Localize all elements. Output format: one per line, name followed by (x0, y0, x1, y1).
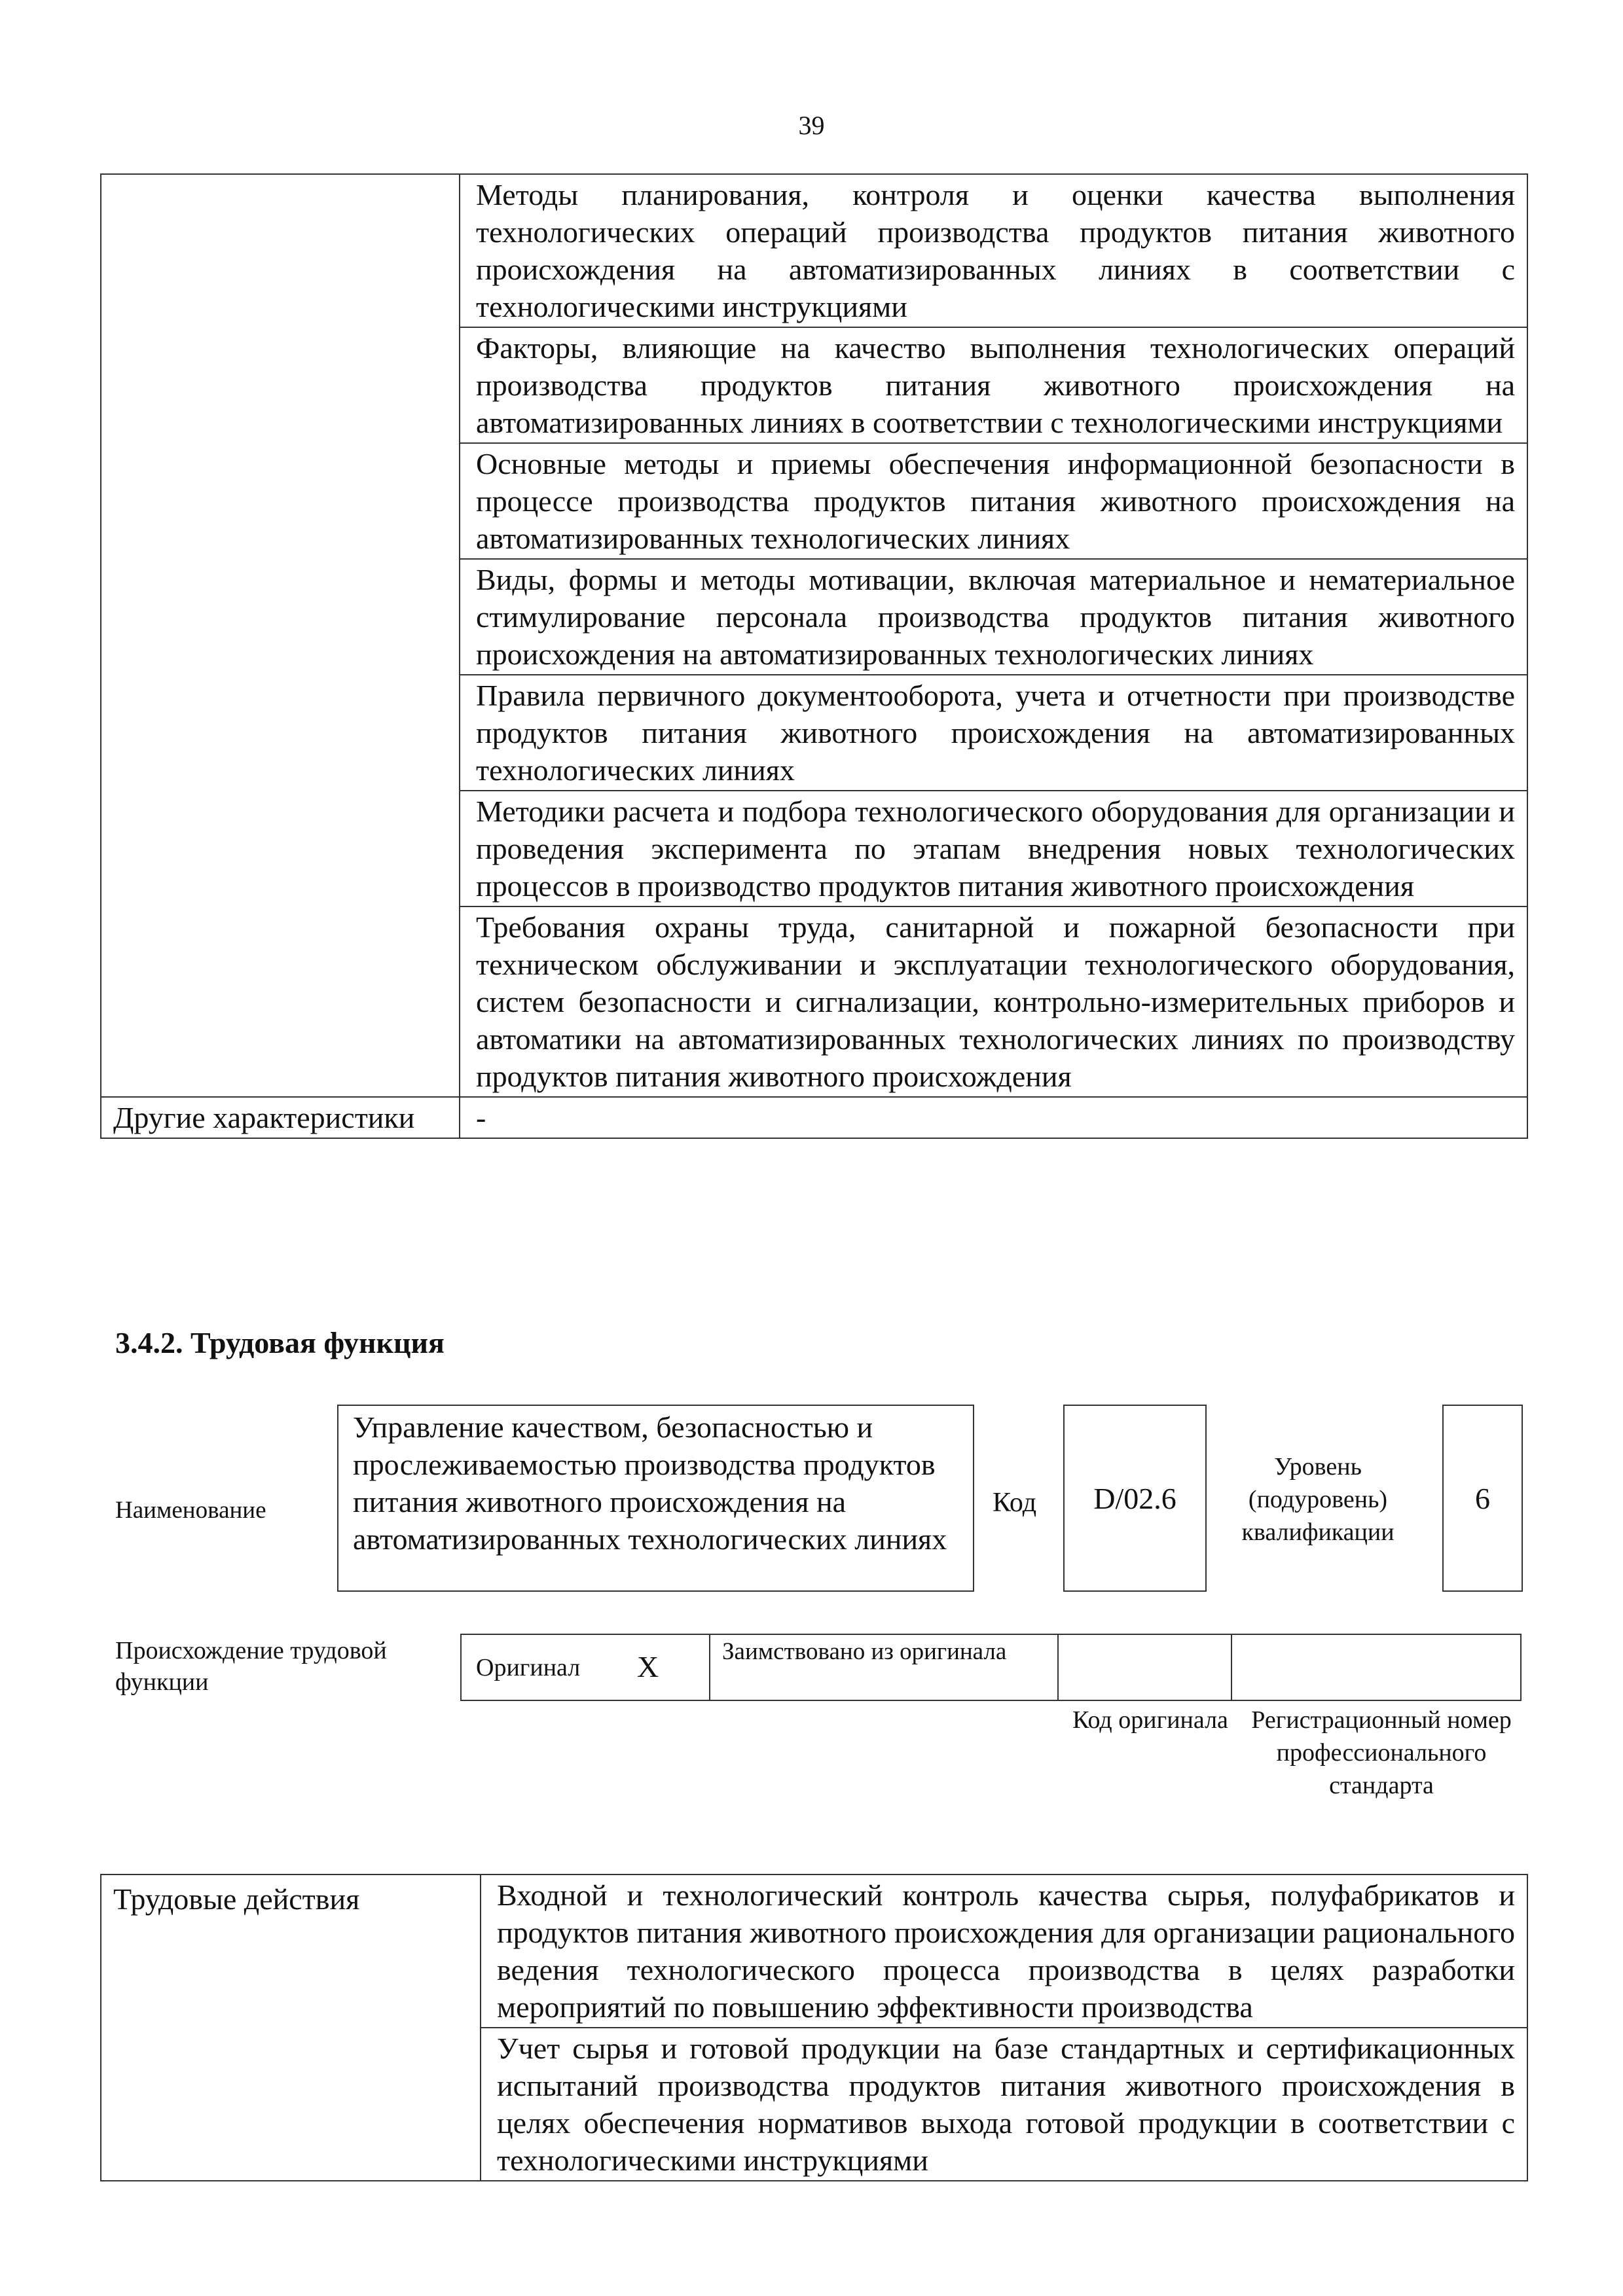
actions-label: Трудовые действия (113, 1882, 360, 1916)
function-name: Управление качеством, безопасностью и прослеживаемостью производства продуктов питания животного происхождения на автоматизированных технологических линиях (353, 1410, 947, 1556)
knowledge-table (100, 173, 1528, 1139)
knowledge-label-cell (101, 174, 460, 1097)
code-original-caption: Код оригинала (1072, 1706, 1228, 1734)
level-value-box (1442, 1405, 1523, 1592)
knowledge-item: Правила первичного документооборота, учета и отчетности при производстве продуктов питания животного происхождения на автоматизированных технологических линиях (476, 679, 1515, 787)
original-mark: X (637, 1650, 659, 1683)
actions-table (100, 1874, 1528, 2181)
level-value: 6 (1475, 1481, 1490, 1515)
level-label: Уровень (подуровень) квалификации (1241, 1453, 1395, 1546)
other-characteristics-value: - (476, 1101, 486, 1134)
origin-row-box (460, 1634, 1522, 1701)
code-label: Код (993, 1488, 1037, 1518)
code-value-box (1063, 1405, 1207, 1592)
name-label: Наименование (115, 1497, 266, 1524)
section-heading: 3.4.2. Трудовая функция (115, 1326, 445, 1359)
page-number: 39 (798, 111, 825, 140)
action-item: Учет сырья и готовой продукции на базе стандартных и сертификационных испытаний производства продуктов питания животного происхождения в целях обеспечения нормативов выхода готовой продукции в соответствии с технологическими инструкциями (497, 2032, 1515, 2177)
other-characteristics-label: Другие характеристики (113, 1101, 415, 1134)
action-item: Входной и технологический контроль качества сырья, полуфабрикатов и продуктов питания животного происхождения для организации рационального ведения технологического процесса производства в целях разработки мероприятий по повышению эффективности производства (497, 1878, 1515, 2024)
knowledge-item: Требования охраны труда, санитарной и пожарной безопасности при техническом обслуживании и эксплуатации технологического оборудования, систем безопасности и сигнализации, контрольно-измерительных приборов и автоматики на автоматизированных технологических линиях по производству продуктов питания животного происхождения (476, 910, 1515, 1093)
knowledge-item: Виды, формы и методы мотивации, включая материальное и нематериальное стимулирование персонала производства продуктов питания животного происхождения на автоматизированных технологических линиях (476, 563, 1515, 671)
knowledge-item: Факторы, влияющие на качество выполнения технологических операций производства продуктов питания животного происхождения на автоматизированных линиях в соответствии с технологическими инструкциями (476, 331, 1515, 439)
name-value-box (337, 1405, 974, 1592)
original-label: Оригинал (476, 1654, 581, 1681)
knowledge-item: Методы планирования, контроля и оценки качества выполнения технологических операций производства продуктов питания животного происхождения на автоматизированных линиях в соответствии с технологическими инструкциями (476, 178, 1515, 323)
origin-label: Происхождение трудовой функции (115, 1637, 387, 1696)
knowledge-item: Основные методы и приемы обеспечения информационной безопасности в процессе производства продуктов питания животного происхождения на автоматизированных технологических линиях (476, 447, 1515, 555)
borrowed-label: Заимствовано из оригинала (722, 1638, 1007, 1665)
knowledge-item: Методики расчета и подбора технологического оборудования для организации и проведения эксперимента по этапам внедрения новых технологических процессов в производство продуктов питания животного происхождения (476, 795, 1515, 903)
code-value: D/02.6 (1093, 1481, 1176, 1515)
reg-number-caption: Регистрационный номер профессионального стандарта (1251, 1706, 1512, 1799)
